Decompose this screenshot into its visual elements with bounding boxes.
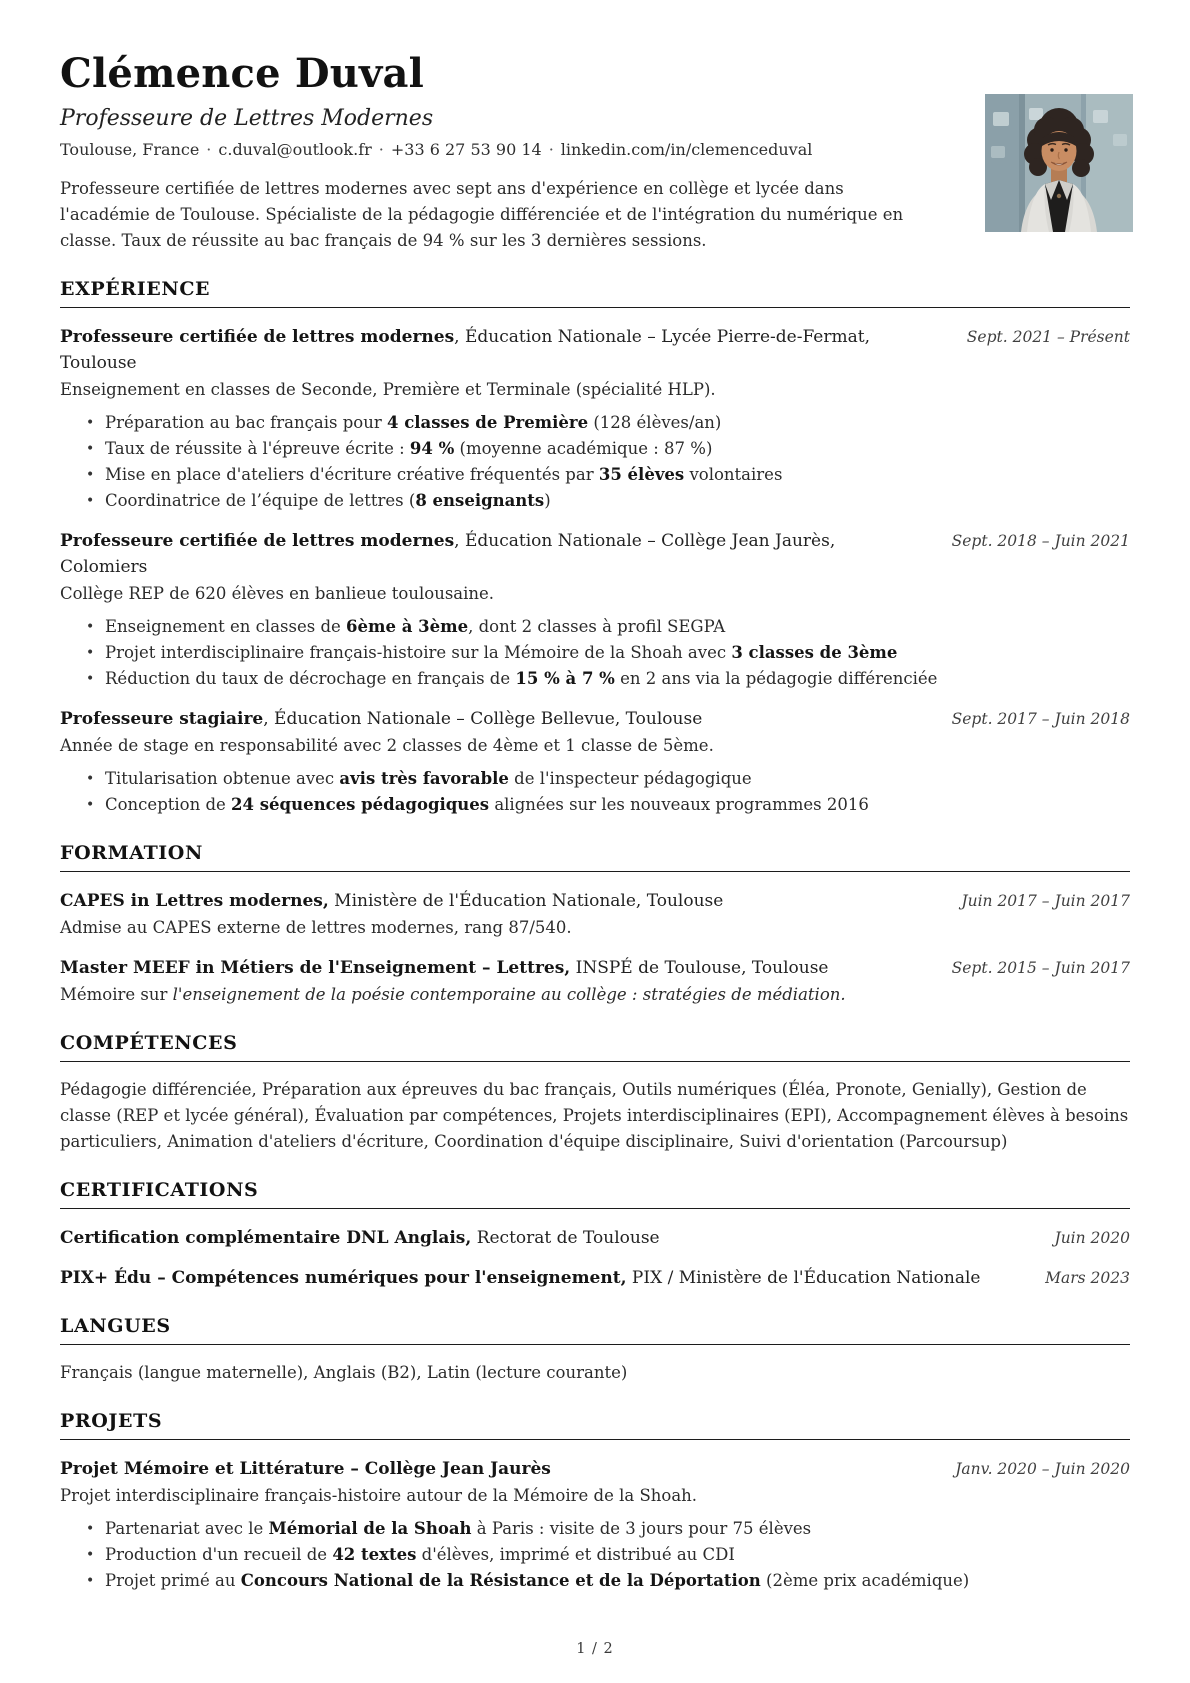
bullet-item xyxy=(86,436,1130,462)
entry-title xyxy=(60,1265,1045,1291)
text-run: Professeure certifiée de lettres modernes xyxy=(60,327,455,347)
bullet-item xyxy=(86,792,1130,818)
section-body xyxy=(60,888,1130,1008)
text-run: , Éducation Nationale – Collège Jean Jaurès, Colomiers xyxy=(60,531,836,577)
text-run: volontaires xyxy=(684,465,783,484)
entry xyxy=(60,1225,1130,1251)
entry-date: Sept. 2015 – Juin 2017 xyxy=(951,959,1130,977)
contact-linkedin: linkedin.com/in/clemenceduval xyxy=(560,140,813,159)
entry-subtitle xyxy=(60,733,1130,759)
text-run: Taux de réussite à l'épreuve écrite : xyxy=(105,439,410,458)
text-run: Réduction du taux de décrochage en français de xyxy=(105,669,516,688)
entry-subtitle xyxy=(60,377,1130,403)
text-run: alignées sur les nouveaux programmes 2016 xyxy=(489,795,869,814)
bullet-item xyxy=(86,488,1130,514)
entry-subtitle xyxy=(60,915,1130,941)
entry-title xyxy=(60,706,952,732)
text-run: 8 enseignants xyxy=(415,491,545,510)
text-run: Rectorat de Toulouse xyxy=(471,1228,660,1248)
text-run: 24 séquences pédagogiques xyxy=(231,795,490,814)
contact-separator: · xyxy=(206,140,212,159)
text-run: d'élèves, imprimé et distribué au CDI xyxy=(416,1545,735,1564)
contact-separator: · xyxy=(548,140,554,159)
entry-subtitle xyxy=(60,1483,1130,1509)
resume-section xyxy=(60,1032,1130,1155)
profile-photo xyxy=(985,94,1133,232)
text-run: Projet interdisciplinaire français-histoire sur la Mémoire de la Shoah avec xyxy=(105,643,732,662)
entry-head xyxy=(60,706,1130,732)
text-run: 6ème à 3ème xyxy=(346,617,469,636)
entry-subtitle xyxy=(60,982,1130,1008)
section-paragraph: Pédagogie différenciée, Préparation aux épreuves du bac français, Outils numériques (Éléa, Pronote, Genially), Gestion de classe (REP et lycée général), Évaluation par compétences, Projets interdisciplinaires (EPI), Accompagnement élèves à besoins particuliers, Animation d'ateliers d'écriture, Coordination d'équipe disciplinaire, Suivi d'orientation (Parcoursup) xyxy=(60,1080,1129,1151)
entry xyxy=(60,324,1130,514)
entry xyxy=(60,706,1130,818)
entry-title xyxy=(60,955,952,981)
entry-head xyxy=(60,955,1130,981)
text-run: Enseignement en classes de Seconde, Première et Terminale (spécialité HLP). xyxy=(60,380,716,399)
text-run: Année de stage en responsabilité avec 2 classes de 4ème et 1 classe de 5ème. xyxy=(60,736,714,755)
resume-section xyxy=(60,1179,1130,1291)
bullet-item xyxy=(86,614,1130,640)
bullet-item xyxy=(86,462,1130,488)
text-run: 15 % à 7 % xyxy=(515,669,615,688)
entry-head xyxy=(60,888,1130,914)
entry-bullets xyxy=(60,766,1130,818)
bullet-item xyxy=(86,1542,1130,1568)
text-run: Professeure certifiée de lettres modernes xyxy=(60,531,455,551)
bullet-item xyxy=(86,1568,1130,1594)
text-run: INSPÉ de Toulouse, Toulouse xyxy=(570,958,829,978)
contact-location: Toulouse, France xyxy=(60,140,200,159)
entry-bullets xyxy=(60,410,1130,514)
entry-date: Juin 2017 – Juin 2017 xyxy=(961,892,1130,910)
resume-section xyxy=(60,1315,1130,1386)
section-body xyxy=(60,1225,1130,1291)
text-run: Projet interdisciplinaire français-histoire autour de la Mémoire de la Shoah. xyxy=(60,1486,698,1505)
text-run: Production d'un recueil de xyxy=(105,1545,333,1564)
text-run: , dont 2 classes à profil SEGPA xyxy=(468,617,726,636)
entry-title xyxy=(60,324,967,376)
text-run: PIX+ Édu – Compétences numériques pour l'enseignement, xyxy=(60,1268,627,1288)
text-run: Collège REP de 620 élèves en banlieue toulousaine. xyxy=(60,584,495,603)
person-name: Clémence Duval xyxy=(60,50,424,97)
text-run: de l'inspecteur pédagogique xyxy=(508,769,752,788)
entry-date: Mars 2023 xyxy=(1045,1269,1130,1287)
text-run: 35 élèves xyxy=(598,465,685,484)
entry-date: Janv. 2020 – Juin 2020 xyxy=(955,1460,1130,1478)
text-run: CAPES in Lettres modernes, xyxy=(60,891,329,911)
entry-date: Sept. 2017 – Juin 2018 xyxy=(951,710,1130,728)
section-body xyxy=(60,324,1130,818)
section-body xyxy=(60,1077,1130,1155)
text-run: Enseignement en classes de xyxy=(105,617,347,636)
entry-title xyxy=(60,528,952,580)
entry-head xyxy=(60,324,1130,376)
text-run: 94 % xyxy=(409,439,455,458)
section-heading: CERTIFICATIONS xyxy=(60,1179,1130,1209)
text-run: Concours National de la Résistance et de la Déportation xyxy=(240,1571,761,1590)
contact-phone: +33 6 27 53 90 14 xyxy=(390,140,542,159)
text-run: Titularisation obtenue avec xyxy=(105,769,340,788)
entry-head xyxy=(60,1456,1130,1482)
text-run: Mémoire sur xyxy=(60,985,173,1004)
text-run: Projet Mémoire et Littérature – Collège Jean Jaurès xyxy=(60,1459,551,1479)
section-body xyxy=(60,1456,1130,1594)
text-run: Master MEEF in Métiers de l'Enseignement – Lettres, xyxy=(60,958,571,978)
section-heading: PROJETS xyxy=(60,1410,1130,1440)
entry-title xyxy=(60,1225,1054,1251)
sections xyxy=(60,278,1130,1594)
text-run: , Éducation Nationale – Lycée Pierre-de-Fermat, Toulouse xyxy=(60,327,870,373)
text-run: (moyenne académique : 87 %) xyxy=(454,439,713,458)
text-run: l'enseignement de la poésie contemporaine au collège : stratégies de médiation. xyxy=(172,985,846,1004)
text-run: 3 classes de 3ème xyxy=(731,643,898,662)
bullet-item xyxy=(86,666,1130,692)
section-heading: COMPÉTENCES xyxy=(60,1032,1130,1062)
entry-title xyxy=(60,1456,955,1482)
text-run: Ministère de l'Éducation Nationale, Toulouse xyxy=(328,891,724,911)
text-run: avis très favorable xyxy=(339,769,509,788)
text-run: Préparation au bac français pour xyxy=(105,413,387,432)
entry xyxy=(60,955,1130,1008)
entry xyxy=(60,1456,1130,1594)
resume-section xyxy=(60,1410,1130,1594)
entry-subtitle xyxy=(60,581,1130,607)
profile-summary: Professeure certifiée de lettres modernes avec sept ans d'expérience en collège et lycée dans l'académie de Toulouse. Spécialiste de la pédagogie différenciée et de l'intégration du numérique en classe. Taux de réussite au bac français de 94 % sur les 3 dernières sessions. xyxy=(60,179,904,250)
entry xyxy=(60,1265,1130,1291)
entry-date: Juin 2020 xyxy=(1054,1229,1130,1247)
bullet-item xyxy=(86,1516,1130,1542)
text-run: en 2 ans via la pédagogie différenciée xyxy=(614,669,938,688)
entry-date: Sept. 2018 – Juin 2021 xyxy=(951,532,1130,550)
contact-email: c.duval@outlook.fr xyxy=(218,140,372,159)
bullet-item xyxy=(86,766,1130,792)
entry xyxy=(60,528,1130,692)
text-run: , Éducation Nationale – Collège Bellevue, Toulouse xyxy=(263,709,703,729)
text-run: Professeure stagiaire xyxy=(60,709,264,729)
section-body xyxy=(60,1360,1130,1386)
text-run: à Paris : visite de 3 jours pour 75 élèves xyxy=(471,1519,812,1538)
text-run: ) xyxy=(544,491,551,510)
text-run: Coordinatrice de l’équipe de lettres ( xyxy=(105,491,416,510)
section-heading: FORMATION xyxy=(60,842,1130,872)
entry xyxy=(60,888,1130,941)
text-run: Mise en place d'ateliers d'écriture créative fréquentés par xyxy=(105,465,599,484)
text-run: Conception de xyxy=(105,795,232,814)
text-run: Admise au CAPES externe de lettres modernes, rang 87/540. xyxy=(60,918,572,937)
entry-date: Sept. 2021 – Présent xyxy=(966,328,1130,346)
text-run: Mémorial de la Shoah xyxy=(268,1519,472,1538)
contact-separator: · xyxy=(378,140,384,159)
text-run: 42 textes xyxy=(332,1545,417,1564)
section-heading: LANGUES xyxy=(60,1315,1130,1345)
resume-section xyxy=(60,842,1130,1008)
entry-head xyxy=(60,1265,1130,1291)
bullet-item xyxy=(86,640,1130,666)
section-paragraph: Français (langue maternelle), Anglais (B2), Latin (lecture courante) xyxy=(60,1363,628,1382)
text-run: PIX / Ministère de l'Éducation Nationale xyxy=(626,1268,981,1288)
resume-header xyxy=(60,52,1130,254)
entry-bullets xyxy=(60,1516,1130,1594)
person-job-title: Professeure de Lettres Modernes xyxy=(60,106,434,131)
portrait-illustration xyxy=(985,94,1133,232)
text-run: Projet primé au xyxy=(105,1571,241,1590)
entry-bullets xyxy=(60,614,1130,692)
entry-title xyxy=(60,888,961,914)
entry-head xyxy=(60,1225,1130,1251)
text-run: (128 élèves/an) xyxy=(588,413,722,432)
text-run: (2ème prix académique) xyxy=(760,1571,970,1590)
page-indicator: 1 / 2 xyxy=(576,1641,614,1657)
text-run: 4 classes de Première xyxy=(386,413,589,432)
text-run: Partenariat avec le xyxy=(105,1519,269,1538)
resume-section xyxy=(60,278,1130,818)
text-run: Certification complémentaire DNL Anglais, xyxy=(60,1228,472,1248)
entry-head xyxy=(60,528,1130,580)
section-heading: EXPÉRIENCE xyxy=(60,278,1130,308)
bullet-item xyxy=(86,410,1130,436)
contact-line xyxy=(60,140,1130,159)
